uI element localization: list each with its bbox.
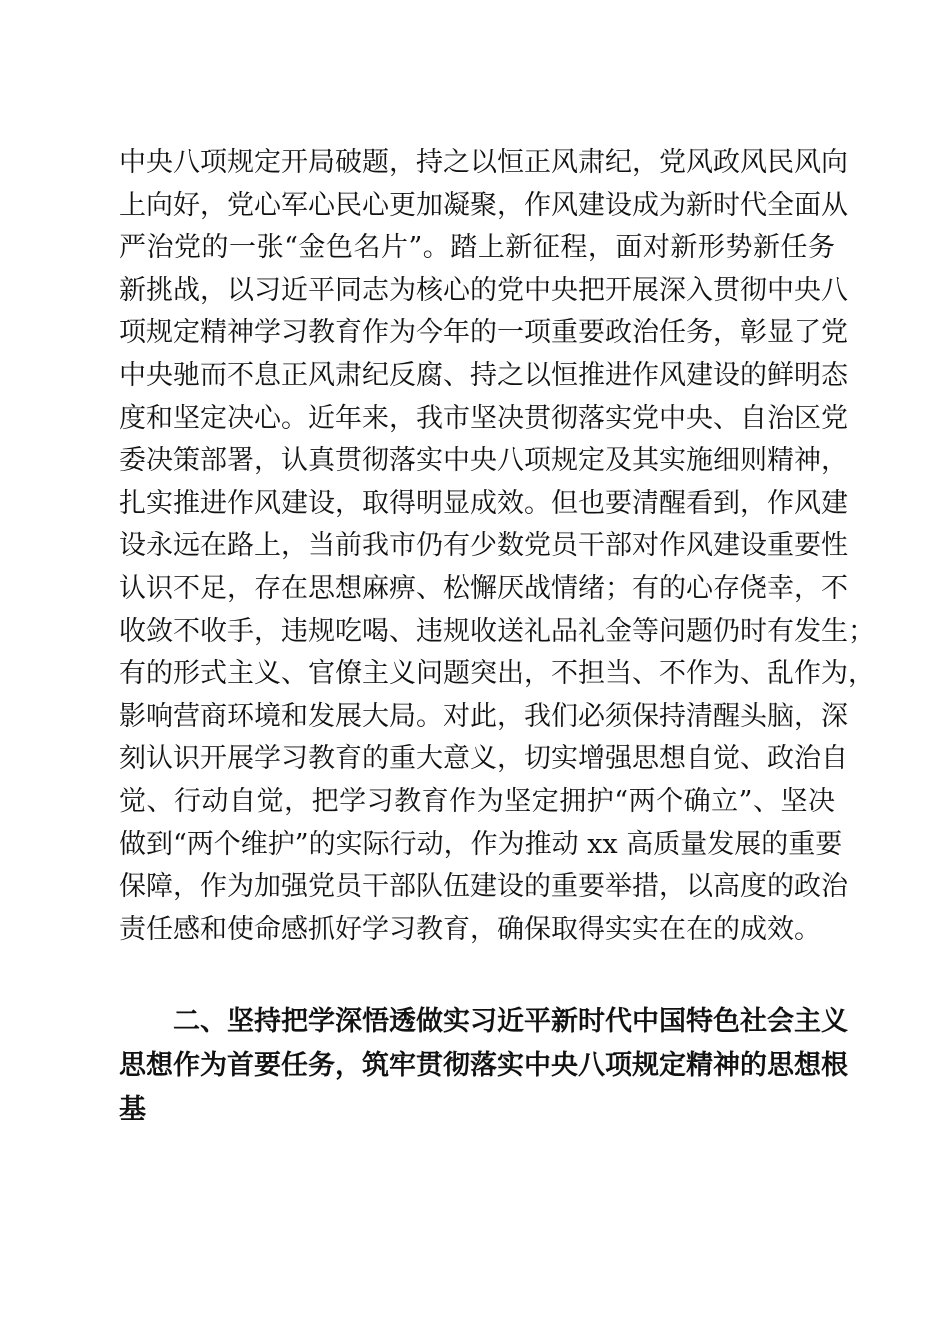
paragraph-line: 中央八项规定开局破题，持之以恒正风肃纪，党风政风民风向	[119, 147, 848, 178]
paragraph-line: 设永远在路上，当前我市仍有少数党员干部对作风建设重要性	[119, 530, 848, 562]
paragraph-line: 度和坚定决心。近年来，我市坚决贯彻落实党中央、自治区党	[119, 402, 848, 434]
paragraph-line: 中央驰而不息正风肃纪反腐、持之以恒推进作风建设的鲜明态	[119, 359, 848, 391]
body-paragraph	[119, 142, 875, 951]
paragraph-line: 责任感和使命感抓好学习教育，确保取得实实在在的成效。	[119, 913, 821, 945]
heading-line: 思想作为首要任务，筑牢贯彻落实中央八项规定精神的思想根	[119, 1050, 848, 1081]
paragraph-line: 做到“两个维护”的实际行动，作为推动 xx 高质量发展的重要	[119, 828, 843, 860]
paragraph-line: 扎实推进作风建设，取得明显成效。但也要清醒看到，作风建	[119, 487, 848, 519]
heading-line: 基	[119, 1094, 146, 1125]
paragraph-line: 严治党的一张“金色名片”。踏上新征程，面对新形势新任务	[119, 232, 835, 264]
paragraph-line: 上向好，党心军心民心更加凝聚，作风建设成为新时代全面从	[119, 189, 848, 221]
paragraph-line: 收敛不收手，违规吃喝、违规收送礼品礼金等问题仍时有发生；	[119, 615, 875, 647]
paragraph-line: 保障，作为加强党员干部队伍建设的重要举措，以高度的政治	[119, 871, 848, 903]
paragraph-line: 项规定精神学习教育作为今年的一项重要政治任务，彰显了党	[119, 317, 848, 349]
paragraph-line: 觉、行动自觉，把学习教育作为坚定拥护“两个确立”、坚决	[119, 785, 835, 817]
paragraph-line: 委决策部署，认真贯彻落实中央八项规定及其实施细则精神，	[119, 445, 848, 477]
paragraph-line: 刻认识开展学习教育的重大意义，切实增强思想自觉、政治自	[119, 743, 848, 775]
paragraph-line: 新挑战，以习近平同志为核心的党中央把开展深入贯彻中央八	[119, 274, 848, 306]
heading-line: 二、坚持把学深悟透做实习近平新时代中国特色社会主义	[173, 1006, 848, 1037]
paragraph-line: 认识不足，存在思想麻痹、松懈厌战情绪；有的心存侥幸，不	[119, 572, 848, 604]
paragraph-line: 有的形式主义、官僚主义问题突出，不担当、不作为、乱作为，	[119, 658, 875, 690]
paragraph-line: 影响营商环境和发展大局。对此，我们必须保持清醒头脑，深	[119, 700, 848, 732]
section-heading	[119, 1000, 848, 1132]
